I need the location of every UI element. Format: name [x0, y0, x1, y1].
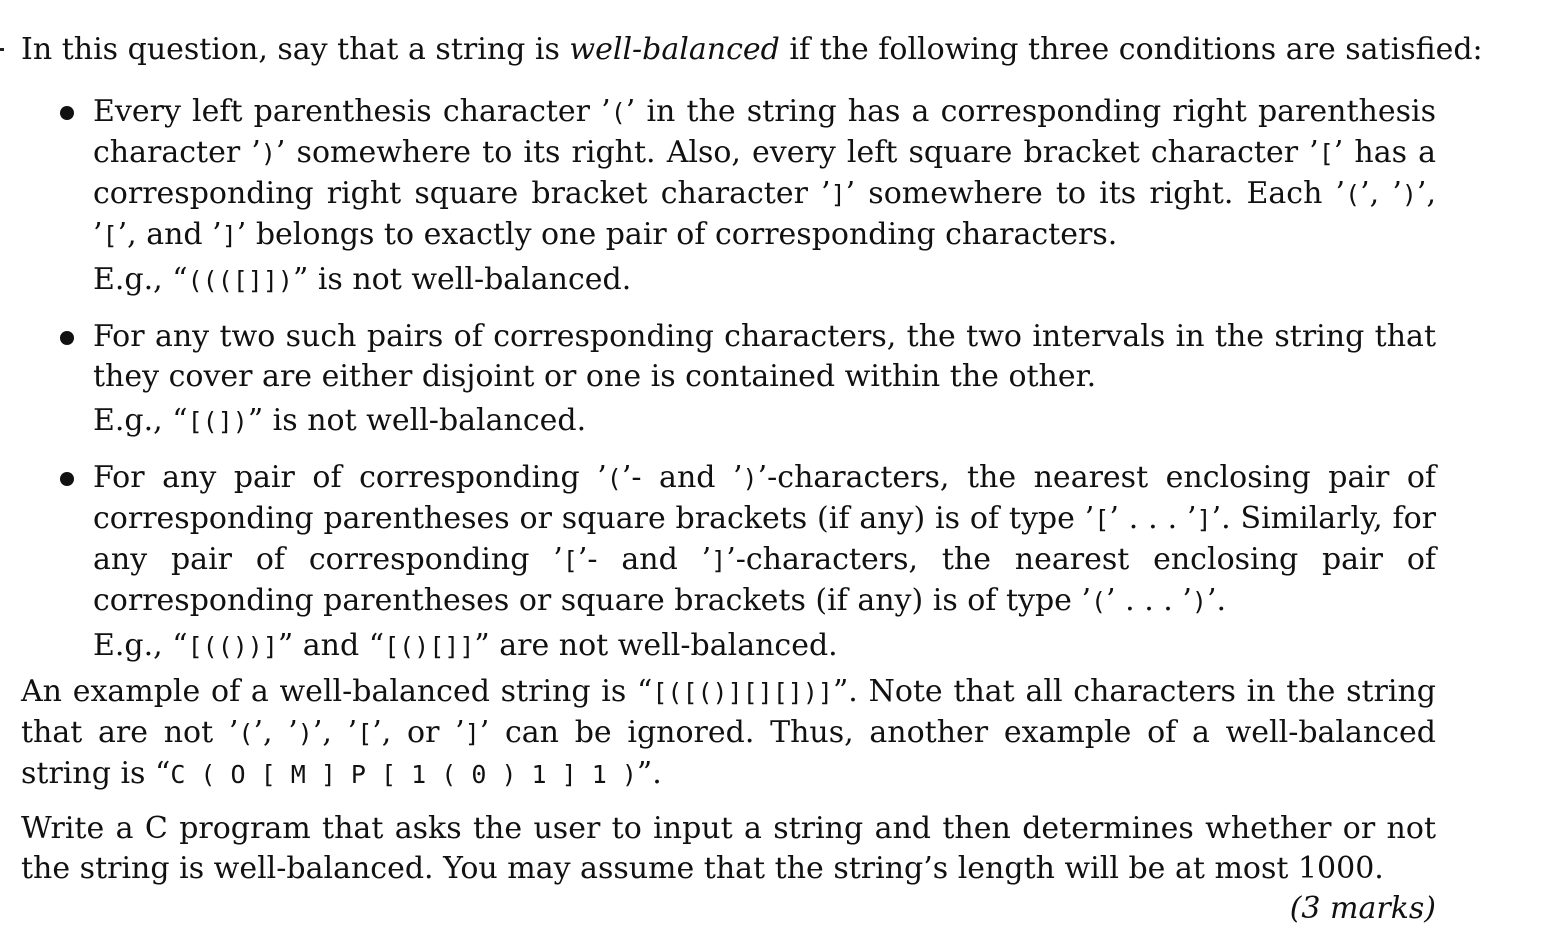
condition-1 — [60, 92, 1436, 301]
example-code: [([()][][])] — [652, 678, 833, 707]
term-well-balanced: well-balanced — [569, 32, 780, 67]
task-paragraph: Write a C program that asks the user to input a string and then determines whether or not the string is well-balanced. You may assume that the string’s length will be at most 1000. (3 marks) — [21, 809, 1436, 929]
marks-label: (3 marks) — [1289, 891, 1436, 926]
condition-1-text: Every left parenthesis character ’(’ in the string has a corresponding right parenthesis character ’)’ somewhere to its right. Also, every left square bracket character ’[’ has a corresponding right square bracket character ’]’ somewhere to its right. Each ’(’, ’)’, ’[’, and ’]’ belongs to exactly one pair of corresponding characters. — [93, 94, 1436, 252]
condition-3-text: For any pair of corresponding ’(’- and ’)’-characters, the nearest enclosing pair of corresponding parentheses or square brackets (if any) is of type ’[’ . . . ’]’. Similarly, for any pair of corresponding ’[’- and ’]’-characters, the nearest enclosing pair of corresponding parentheses or square brackets (if any) is of type ’(’ . . . ’)’. — [93, 460, 1436, 618]
condition-3 — [60, 458, 1436, 667]
example-code: C ( O [ M ] P [ 1 ( 0 ) 1 ] 1 ) — [170, 760, 637, 789]
bullet-icon — [60, 472, 74, 486]
margin-mark — [0, 48, 4, 51]
bullet-icon — [60, 331, 74, 345]
well-balanced-example-paragraph: An example of a well-balanced string is “[([()][][])]”. Note that all characters in the string that are not ’(’, ’)’, ’[’, or ’]’ can be ignored. Thus, another example of a well-balanced string is “C ( O [ M ] P [ 1 ( 0 ) 1 ] 1 )”. — [21, 674, 1436, 791]
example-code: ((([]]) — [187, 266, 293, 295]
example-code: [(]) — [187, 407, 248, 436]
condition-2 — [60, 317, 1436, 442]
example-code: [(())] — [187, 632, 278, 661]
question-intro: In this question, say that a string is well-balanced if the following three conditions are satisfied: — [21, 32, 1483, 67]
condition-2-text: For any two such pairs of corresponding characters, the two intervals in the string that they cover are either disjoint or one is contained within the other. — [93, 319, 1436, 394]
condition-2-example: E.g., “[(])” is not well-balanced. — [93, 403, 587, 438]
condition-1-example: E.g., “((([]])” is not well-balanced. — [93, 262, 632, 297]
conditions-list — [60, 92, 1436, 683]
bullet-icon — [60, 106, 74, 120]
example-code: [()[]] — [384, 632, 475, 661]
condition-3-example: E.g., “[(())]” and “[()[]]” are not well-balanced. — [93, 628, 838, 663]
